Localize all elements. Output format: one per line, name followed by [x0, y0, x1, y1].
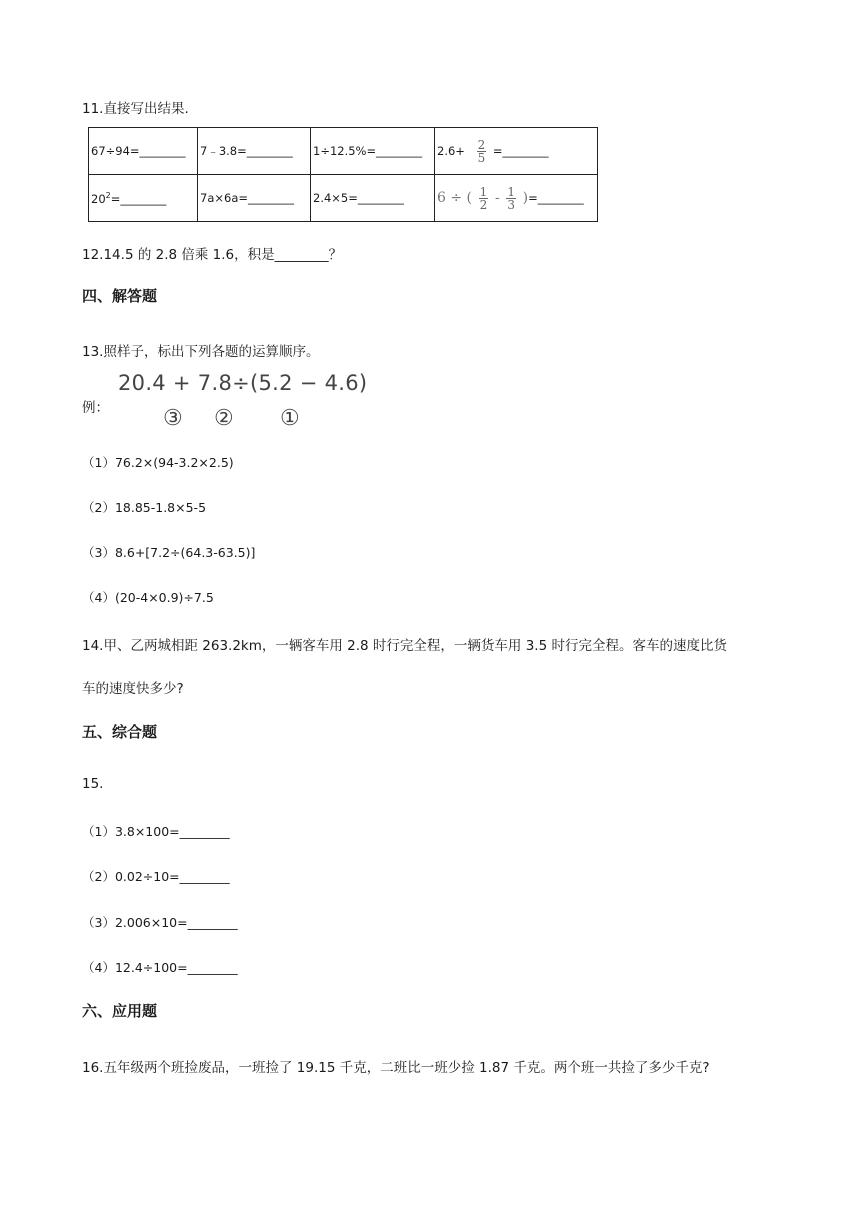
q14-line: 14.甲、乙两城相距 263.2km，一辆客车用 2.8 时行完全程，一辆货车用 3.5 时行完全程。客车的速度比货 [82, 638, 727, 654]
power-exponent: 2 [105, 190, 111, 200]
q12-text: 12.14.5 的 2.8 倍乘 1.6，积是________？ [82, 247, 343, 263]
example-label: 例： [82, 400, 109, 416]
order-mark: ① [280, 406, 300, 431]
list-item: （4）(20-4×0.9)÷7.5 [82, 590, 214, 605]
calc-suffix: =________ [528, 190, 584, 205]
fraction-numerator: 1 [507, 184, 515, 199]
calc-suffix: =________ [492, 143, 549, 158]
calc-cell [435, 175, 598, 222]
list-item: （1）3.8×100=________ [82, 824, 230, 839]
q14-line: 车的速度快多少? [82, 681, 184, 697]
example-expression: 20.4 + 7.8÷(5.2 − 4.6) [118, 371, 368, 395]
fraction-numerator: 2 [477, 137, 486, 152]
table-row [89, 175, 598, 222]
list-item: （2）0.02÷10=________ [82, 869, 230, 884]
q16-text: 16.五年级两个班捡废品，一班捡了 19.15 千克，二班比一班少捡 1.87 千克。两个班一共捡了多少千克? [82, 1060, 710, 1076]
fraction [479, 186, 489, 211]
list-item: （2）18.85-1.8×5-5 [82, 500, 207, 515]
calc-cell: 7﹣3.8=________ [198, 128, 311, 175]
calc-cell: 1÷12.5%=________ [311, 128, 435, 175]
q11-title: 11.直接写出结果. [82, 101, 189, 117]
list-item: （3）8.6+[7.2÷(64.3-63.5)] [82, 545, 256, 560]
order-mark: ③ [163, 406, 183, 431]
calc-cell: 2.4×5=________ [311, 175, 435, 222]
list-item: （3）2.006×10=________ [82, 915, 238, 930]
calc-suffix: =________ [110, 191, 167, 206]
fraction-denominator: 3 [507, 197, 515, 212]
section-heading: 五、综合题 [82, 723, 158, 741]
list-item: （1）76.2×(94-3.2×2.5) [82, 455, 234, 470]
table-row [89, 128, 598, 175]
fraction [506, 186, 516, 211]
q15-title: 15. [82, 776, 104, 792]
list-item: （4）12.4÷100=________ [82, 960, 238, 975]
calc-cell [89, 175, 198, 222]
order-mark: ② [214, 406, 234, 431]
power-base: 20 [91, 191, 106, 206]
fraction [477, 139, 487, 164]
calc-table [88, 127, 598, 222]
calc-prefix: 2.6+ [437, 143, 465, 158]
fraction-denominator: 5 [477, 150, 486, 165]
section-heading: 四、解答题 [82, 287, 158, 305]
q13-title: 13.照样子，标出下列各题的运算顺序。 [82, 344, 320, 360]
expr-lead: 6 ÷ ( [437, 189, 472, 206]
expr-minus: - [494, 189, 500, 206]
fraction-numerator: 1 [479, 184, 488, 199]
fraction-denominator: 2 [479, 197, 488, 212]
section-heading: 六、应用题 [82, 1002, 158, 1020]
expr-close: ) [522, 189, 529, 206]
calc-cell: 7a×6a=________ [198, 175, 311, 222]
calc-cell: 67÷94=________ [89, 128, 198, 175]
calc-cell [435, 128, 598, 175]
